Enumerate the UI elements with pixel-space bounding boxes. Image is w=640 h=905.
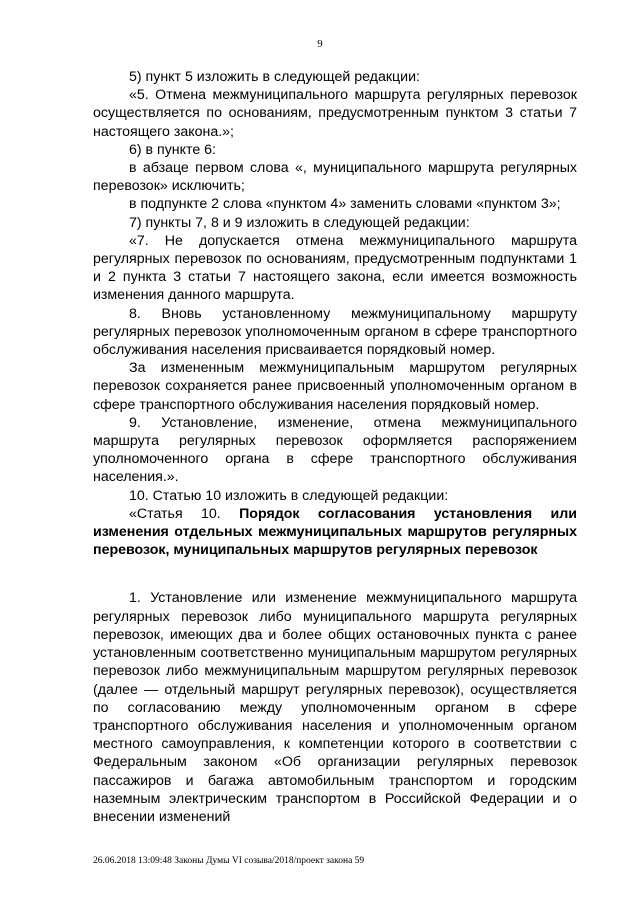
paragraph-item-10-heading: 10. Статью 10 изложить в следующей редакции: — [129, 487, 449, 504]
paragraph-point-7: «7. Не допускается отмена межмуниципального маршрута регулярных перевозок по основаниям, предусмотренным подпунктами 1 и 2 пункта 3 статьи 7 настоящего закона, если имеется возможность изменения данного маршрута. — [93, 232, 577, 304]
spacer — [93, 559, 577, 589]
page-number: 9 — [317, 38, 323, 50]
article-heading-prefix: «Статья 10. — [129, 505, 240, 522]
paragraph-item-6-heading: 6) в пункте 6: — [129, 141, 217, 158]
paragraph-item-5-text: «5. Отмена межмуниципального маршрута регулярных перевозок осуществляется по основаниям, предусмотренным пунктом 3 статьи 7 настоящего закона.»; — [93, 87, 577, 140]
article-heading — [93, 505, 577, 560]
paragraph-point-8-second: За измененным межмуниципальным маршрутом регулярных перевозок сохраняется ранее присвоенный уполномоченным органом в сфере транспортного обслуживания населения порядковый номер. — [93, 360, 577, 413]
article-paragraph-1: 1. Установление или изменение межмуниципального маршрута регулярных перевозок либо муниципального маршрута регулярных перевозок, имеющих два и более общих остановочных пункта с ранее установленным соответственно муниципальным маршрутом регулярных перевозок либо межмуниципальным маршрутом регулярных перевозок (далее — отдельный маршрут регулярных перевозок), осуществляется по согласованию между уполномоченным органом в сфере транспортного обслуживания населения и уполномоченным органом местного самоуправления, к компетенции которого в соответствии с Федеральным законом «Об организации регулярных перевозок пассажиров и багажа автомобильным транспортом и городским наземным электрическим транспортом в Российской Федерации и о внесении изменений — [93, 590, 577, 825]
paragraph-point-8: 8. Вновь установленному межмуниципальному маршруту регулярных перевозок уполномоченным органом в сфере транспортного обслуживания населения присваивается порядковый номер. — [93, 305, 577, 359]
paragraph-item-7-heading: 7) пункты 7, 8 и 9 изложить в следующей редакции: — [129, 214, 470, 231]
document-body — [93, 68, 577, 826]
paragraph-item-5-heading: 5) пункт 5 изложить в следующей редакции: — [129, 69, 420, 85]
footer-path: 26.06.2018 13:09:48 Законы Думы VI созыва/2018/проект закона 59 — [93, 856, 365, 866]
paragraph-point-9: 9. Установление, изменение, отмена межмуниципального маршрута регулярных перевозок оформляется распоряжением уполномоченного органа в сфере транспортного обслуживания населения.». — [93, 414, 577, 486]
article-heading-title: Порядок согласования установления или изменения отдельных межмуниципальных маршрутов регулярных перевозок, муниципальных маршрутов регулярных перевозок — [93, 505, 577, 559]
paragraph-item-6-abzac: в абзаце первом слова «, муниципального маршрута регулярных перевозок» исключить; — [93, 160, 577, 195]
paragraph-item-6-subpoint: в подпункте 2 слова «пунктом 4» заменить словами «пунктом 3»; — [129, 196, 561, 213]
